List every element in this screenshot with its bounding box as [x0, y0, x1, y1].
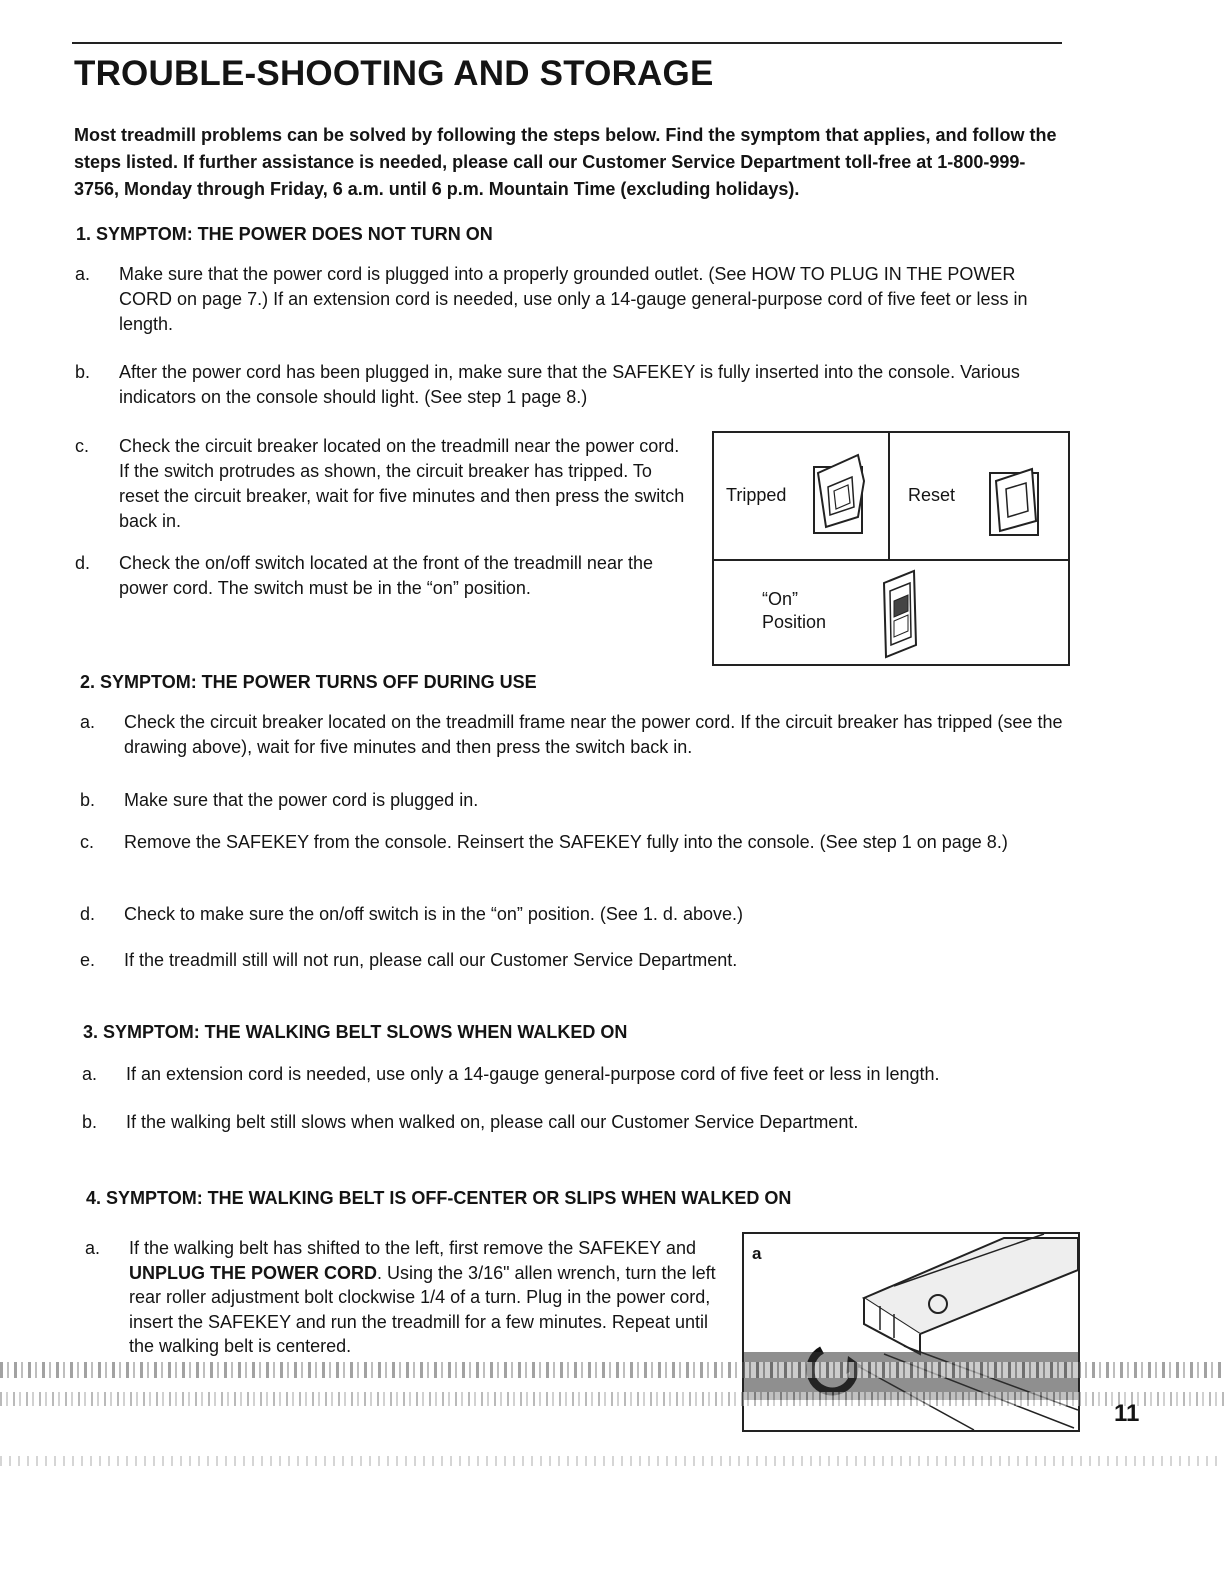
diagram-divider-horizontal: [714, 559, 1068, 561]
step-text: Check the circuit breaker located on the treadmill near the power cord. If the switch protrudes as shown, the circuit breaker has tripped. To reset the circuit breaker, wait for five minutes and then press the switch back in.: [119, 436, 685, 531]
reset-label: Reset: [908, 485, 956, 505]
section-2-step-e: [80, 948, 1074, 973]
section-1-heading: 1. SYMPTOM: THE POWER DOES NOT TURN ON: [76, 224, 493, 244]
section-2-heading: 2. SYMPTOM: THE POWER TURNS OFF DURING USE: [80, 672, 537, 692]
scan-noise-band: [0, 1456, 1224, 1466]
on-off-switch-icon: [878, 567, 922, 661]
section-1-step-c: [75, 434, 694, 534]
step-label: b.: [80, 790, 96, 810]
section-2-step-b: [80, 788, 1074, 813]
step-text-part1: If the walking belt has shifted to the left, first remove the SAFEKEY and: [129, 1238, 696, 1258]
diagram-label: a: [752, 1244, 762, 1263]
step-text: Make sure that the power cord is plugged in.: [124, 790, 479, 810]
step-label: c.: [75, 436, 90, 456]
top-rule: [72, 42, 1062, 44]
section-2-step-a: [80, 710, 1074, 760]
section-1-step-b: [75, 360, 1069, 410]
step-label: e.: [80, 950, 96, 970]
on-position-label-line1: “On”: [762, 589, 798, 609]
step-label: b.: [75, 362, 91, 382]
step-label: d.: [80, 904, 96, 924]
step-label: a.: [85, 1238, 101, 1258]
step-text: If an extension cord is needed, use only a 14-gauge general-purpose cord of five feet or less in length.: [126, 1064, 940, 1084]
step-text: After the power cord has been plugged in, make sure that the SAFEKEY is fully inserted into the console. Various indicators on the console should light. (See step 1 page 8.): [119, 362, 1020, 407]
section-3-step-b: [82, 1110, 1076, 1135]
reset-switch-icon: [984, 463, 1048, 541]
section-3-step-a: [82, 1062, 1076, 1087]
intro-paragraph: Most treadmill problems can be solved by following the steps below. Find the symptom that applies, and follow the steps listed. If further assistance is needed, please call our Customer Service Department toll-free at 1-800-999-3756, Monday through Friday, 6 a.m. until 6 p.m. Mountain Time (excluding holidays).: [74, 125, 1057, 199]
scan-noise-band: [0, 1362, 1224, 1378]
step-label: c.: [80, 832, 95, 852]
section-4-step-a: [85, 1236, 729, 1359]
page-number: 11: [1114, 1400, 1140, 1427]
step-text-part2: . Using the 3/16" allen wrench, turn the left rear roller adjustment bolt clockwise 1/4 of a turn. Plug in the power cord, insert the SAFEKEY and run the treadmill for a few minutes. Repeat until the walking belt is centered.: [129, 1262, 716, 1356]
step-label: a.: [82, 1064, 98, 1084]
section-2-step-d: [80, 902, 1074, 927]
step-label: d.: [75, 553, 91, 573]
step-text: If the walking belt still slows when walked on, please call our Customer Service Department.: [126, 1112, 859, 1132]
step-text: Check the circuit breaker located on the treadmill frame near the power cord. If the circuit breaker has tripped (see the drawing above), wait for five minutes and then press the switch back in.: [124, 712, 1063, 757]
step-text: If the treadmill still will not run, please call our Customer Service Department.: [124, 950, 738, 970]
section-1-step-d: [75, 551, 699, 601]
section-3-heading: 3. SYMPTOM: THE WALKING BELT SLOWS WHEN WALKED ON: [83, 1022, 628, 1042]
scan-noise-band: [0, 1392, 1224, 1406]
on-position-label-line2: Position: [762, 612, 827, 632]
step-text-emphasis: UNPLUG THE POWER CORD: [129, 1262, 378, 1283]
page-title: TROUBLE-SHOOTING AND STORAGE: [74, 54, 714, 93]
diagram-divider-vertical: [888, 433, 890, 560]
step-label: a.: [80, 712, 96, 732]
section-1-step-a: [75, 262, 1069, 337]
step-text: Check to make sure the on/off switch is in the “on” position. (See 1. d. above.): [124, 904, 743, 924]
step-text: Check the on/off switch located at the front of the treadmill near the power cord. The switch must be in the “on” position.: [119, 553, 653, 598]
tripped-switch-icon: [808, 451, 872, 539]
section-4-heading: 4. SYMPTOM: THE WALKING BELT IS OFF-CENTER OR SLIPS WHEN WALKED ON: [86, 1188, 792, 1208]
step-text: Make sure that the power cord is plugged into a properly grounded outlet. (See HOW TO PLUG IN THE POWER CORD on page 7.) If an extension cord is needed, use only a 14-gauge general-purpose cord of five feet or less in length.: [119, 264, 1028, 334]
step-label: a.: [75, 264, 91, 284]
step-text: Remove the SAFEKEY from the console. Reinsert the SAFEKEY fully into the console. (See step 1 on page 8.): [124, 832, 1008, 852]
section-2-step-c: [80, 830, 1094, 855]
tripped-label: Tripped: [726, 485, 787, 505]
step-label: b.: [82, 1112, 98, 1132]
switch-diagram: [712, 431, 1070, 666]
